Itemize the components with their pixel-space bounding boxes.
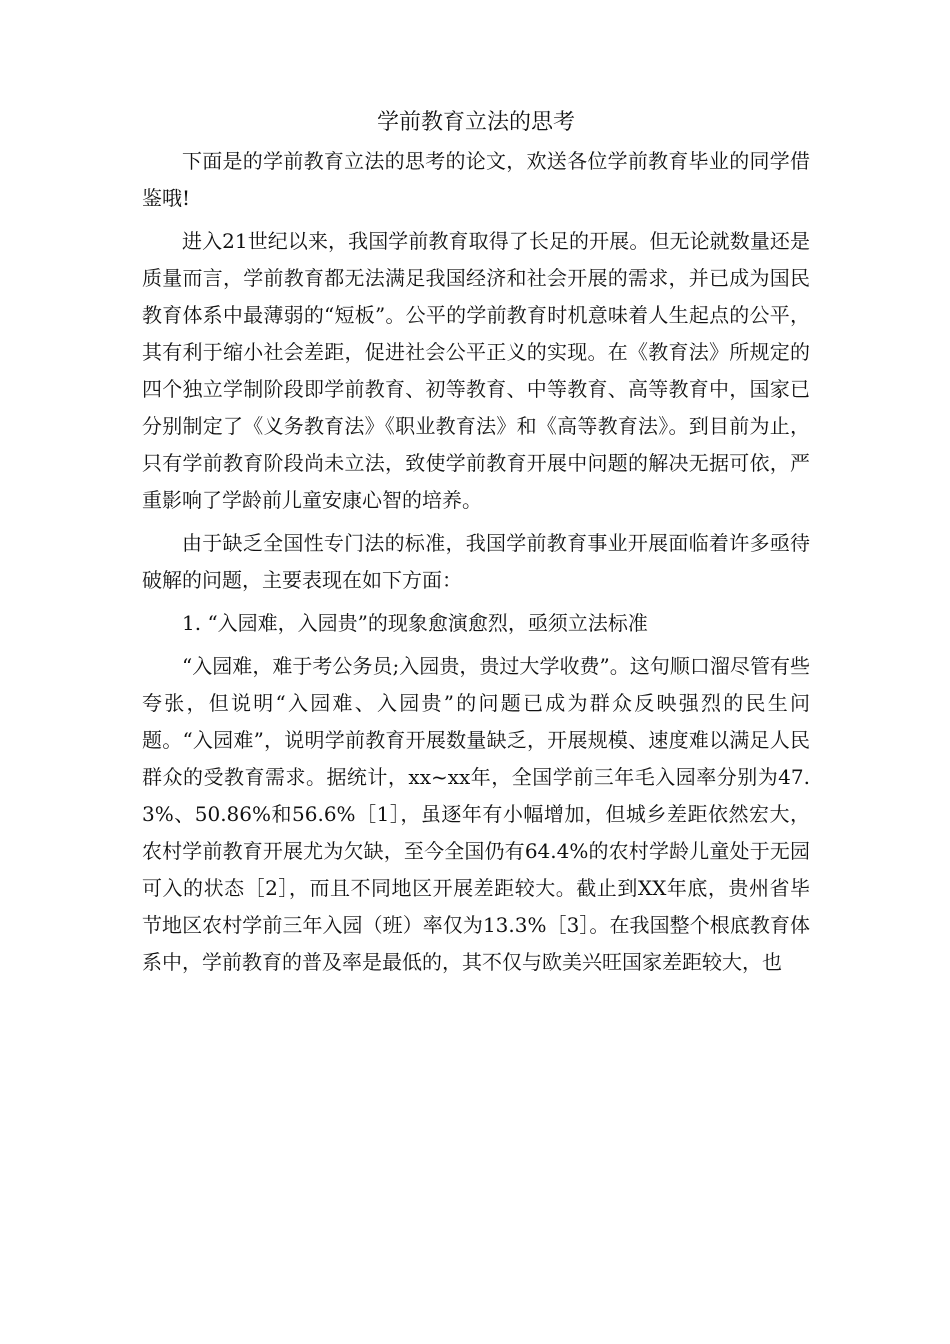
paragraph-intro: 下面是的学前教育立法的思考的论文，欢送各位学前教育毕业的同学借鉴哦!	[142, 149, 810, 210]
document-title: 学前教育立法的思考	[376, 110, 575, 135]
paragraph-enrollment: “入园难，难于考公务员;入园贵，贵过大学收费”。这句顺口溜尽管有些夸张，但说明“入园难、入园贵”的问题已成为群众反映强烈的民生问题。“入园难”，说明学前教育开展数量缺乏，开展规模、速度难以满足人民群众的受教育需求。据统计，xx~xx年，全国学前三年毛入园率分别为47.3%、50.86%和56.6%［1］，虽逐年有小幅增加，但城乡差距依然宏大，农村学前教育开展尤为欠缺，至今全国仍有64.4%的农村学龄儿童处于无园可入的状态［2］，而且不同地区开展差距较大。截止到XX年底，贵州省毕节地区农村学前三年入园（班）率仅为13.3%［3］。在我国整个根底教育体系中，学前教育的普及率是最低的，其不仅与欧美兴旺国家差距较大，也	[142, 654, 810, 974]
paragraph-problems-intro: 由于缺乏全国性专门法的标准，我国学前教育事业开展面临着许多亟待破解的问题，主要表现在如下方面：	[142, 531, 810, 592]
document-body	[142, 103, 810, 981]
section-heading-1: 1. “入园难，入园贵”的现象愈演愈烈，亟须立法标准	[182, 611, 648, 635]
paragraph-background: 进入21世纪以来，我国学前教育取得了长足的开展。但无论就数量还是质量而言，学前教育都无法满足我国经济和社会开展的需求，并已成为国民教育体系中最薄弱的“短板”。公平的学前教育时机意味着人生起点的公平，其有利于缩小社会差距，促进社会公平正义的实现。在《教育法》所规定的四个独立学制阶段即学前教育、初等教育、中等教育、高等教育中，国家已分别制定了《义务教育法》《职业教育法》和《高等教育法》。到目前为止，只有学前教育阶段尚未立法，致使学前教育开展中问题的解决无据可依，严重影响了学龄前儿童安康心智的培养。	[142, 229, 810, 512]
